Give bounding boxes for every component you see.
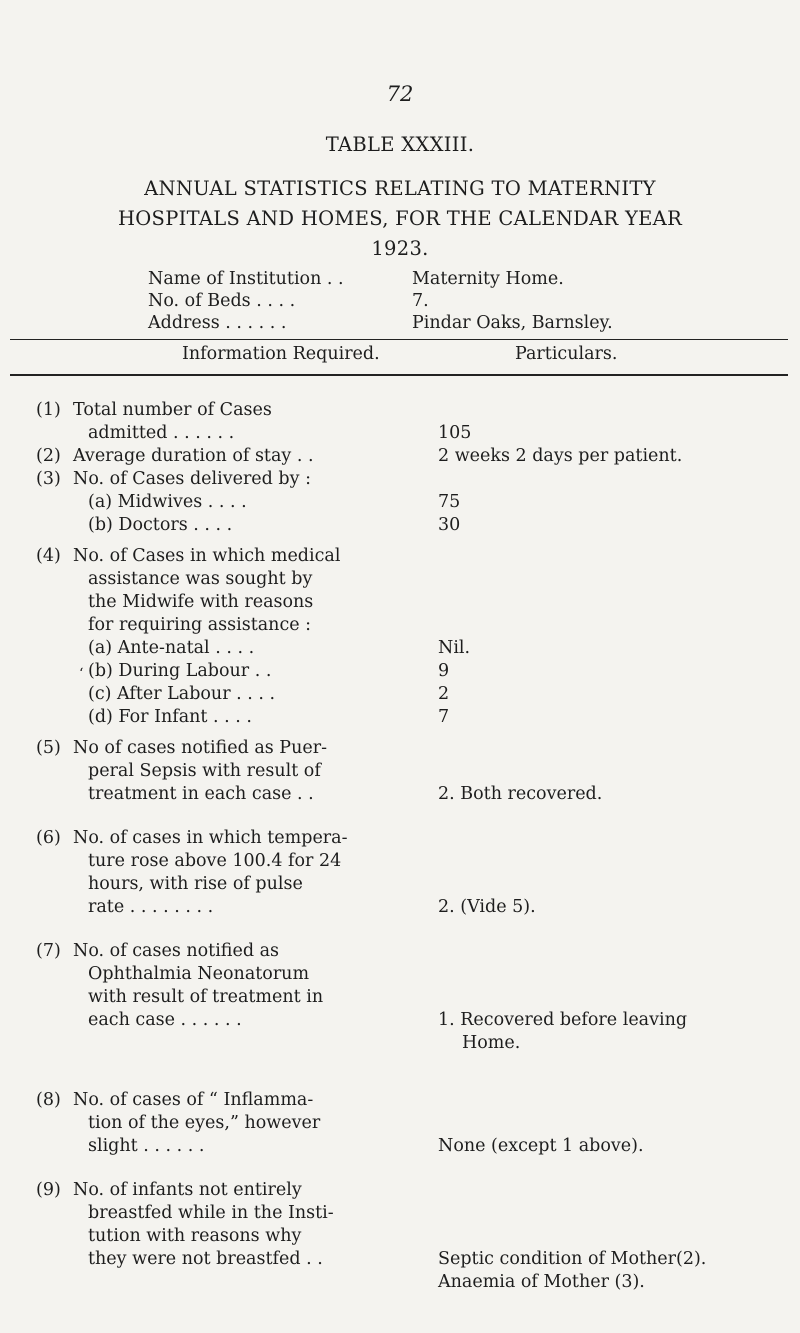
item-answer: Septic condition of Mother(2). Anaemia of Mother (3).	[438, 1249, 707, 1292]
item-number: (5)	[36, 738, 61, 758]
item-question: Average duration of stay . .	[73, 446, 314, 466]
item-question: No. of cases of “ Inflamma- tion of the eyes,” however slight . . . . . .	[73, 1090, 321, 1156]
item-answer: 2. Both recovered.	[438, 784, 603, 804]
item-number: (9)	[36, 1180, 61, 1200]
item-question: No. of cases notified as Ophthalmia Neonatorum with result of treatment in each case . . . . . .	[73, 941, 324, 1030]
item-question: Total number of Cases admitted . . . . . .	[73, 400, 272, 443]
page-number: 72	[386, 82, 414, 106]
item-question: No. of infants not entirely breastfed while in the Insti- tution with reasons why they were not breastfed . .	[73, 1180, 334, 1269]
header-information: Information Required.	[182, 344, 380, 364]
item-answer: 75 30	[438, 492, 461, 535]
header-bottom-rule	[10, 374, 788, 376]
item-number: (8)	[36, 1090, 61, 1110]
item-number: (3)	[36, 469, 61, 489]
item-question: No of cases notified as Puer- peral Sepsis with result of treatment in each case . .	[73, 738, 327, 804]
meta-label: Address . . . . . .	[148, 313, 287, 333]
item-number: (2)	[36, 446, 61, 466]
item-answer: 2. (Vide 5).	[438, 897, 536, 917]
meta-value: Maternity Home.	[412, 269, 564, 289]
meta-value: Pindar Oaks, Barnsley.	[412, 313, 613, 333]
table-label: TABLE XXXIII.	[325, 133, 475, 156]
item-answer: 105	[438, 423, 472, 443]
item-number: (6)	[36, 828, 61, 848]
table-top-rule	[10, 339, 788, 340]
title-line-1: ANNUAL STATISTICS RELATING TO MATERNITY	[144, 177, 656, 200]
meta-label: No. of Beds . . . .	[148, 291, 296, 311]
item-question: No. of cases in which tempera- ture rose above 100.4 for 24 hours, with rise of pulse rate . . . . . . . .	[73, 828, 348, 917]
item-question: No. of Cases delivered by : (a) Midwives . . . . (b) Doctors . . . .	[73, 469, 311, 535]
meta-label: Name of Institution . .	[148, 269, 344, 289]
item-question: No. of Cases in which medical assistance was sought by the Midwife with reasons for requiring assistance : (a) Ante-natal . . . . (b) During Labour . . (c) After Labour . . . . (d) For Infant . . . .	[73, 546, 341, 727]
title-line-3: 1923.	[371, 237, 429, 260]
item-answer: 2 weeks 2 days per patient.	[438, 446, 683, 466]
item-number: (4)	[36, 546, 61, 566]
meta-value: 7.	[412, 291, 429, 311]
item-answer: None (except 1 above).	[438, 1136, 644, 1156]
item-answer: Nil. 9 2 7	[438, 638, 471, 727]
title-line-2: HOSPITALS AND HOMES, FOR THE CALENDAR YEAR	[117, 207, 683, 230]
header-particulars: Particulars.	[515, 344, 618, 364]
margin-tick-mark: ‘	[79, 666, 84, 682]
item-number: (1)	[36, 400, 61, 420]
item-answer: 1. Recovered before leaving Home.	[438, 1010, 688, 1053]
item-number: (7)	[36, 941, 61, 961]
